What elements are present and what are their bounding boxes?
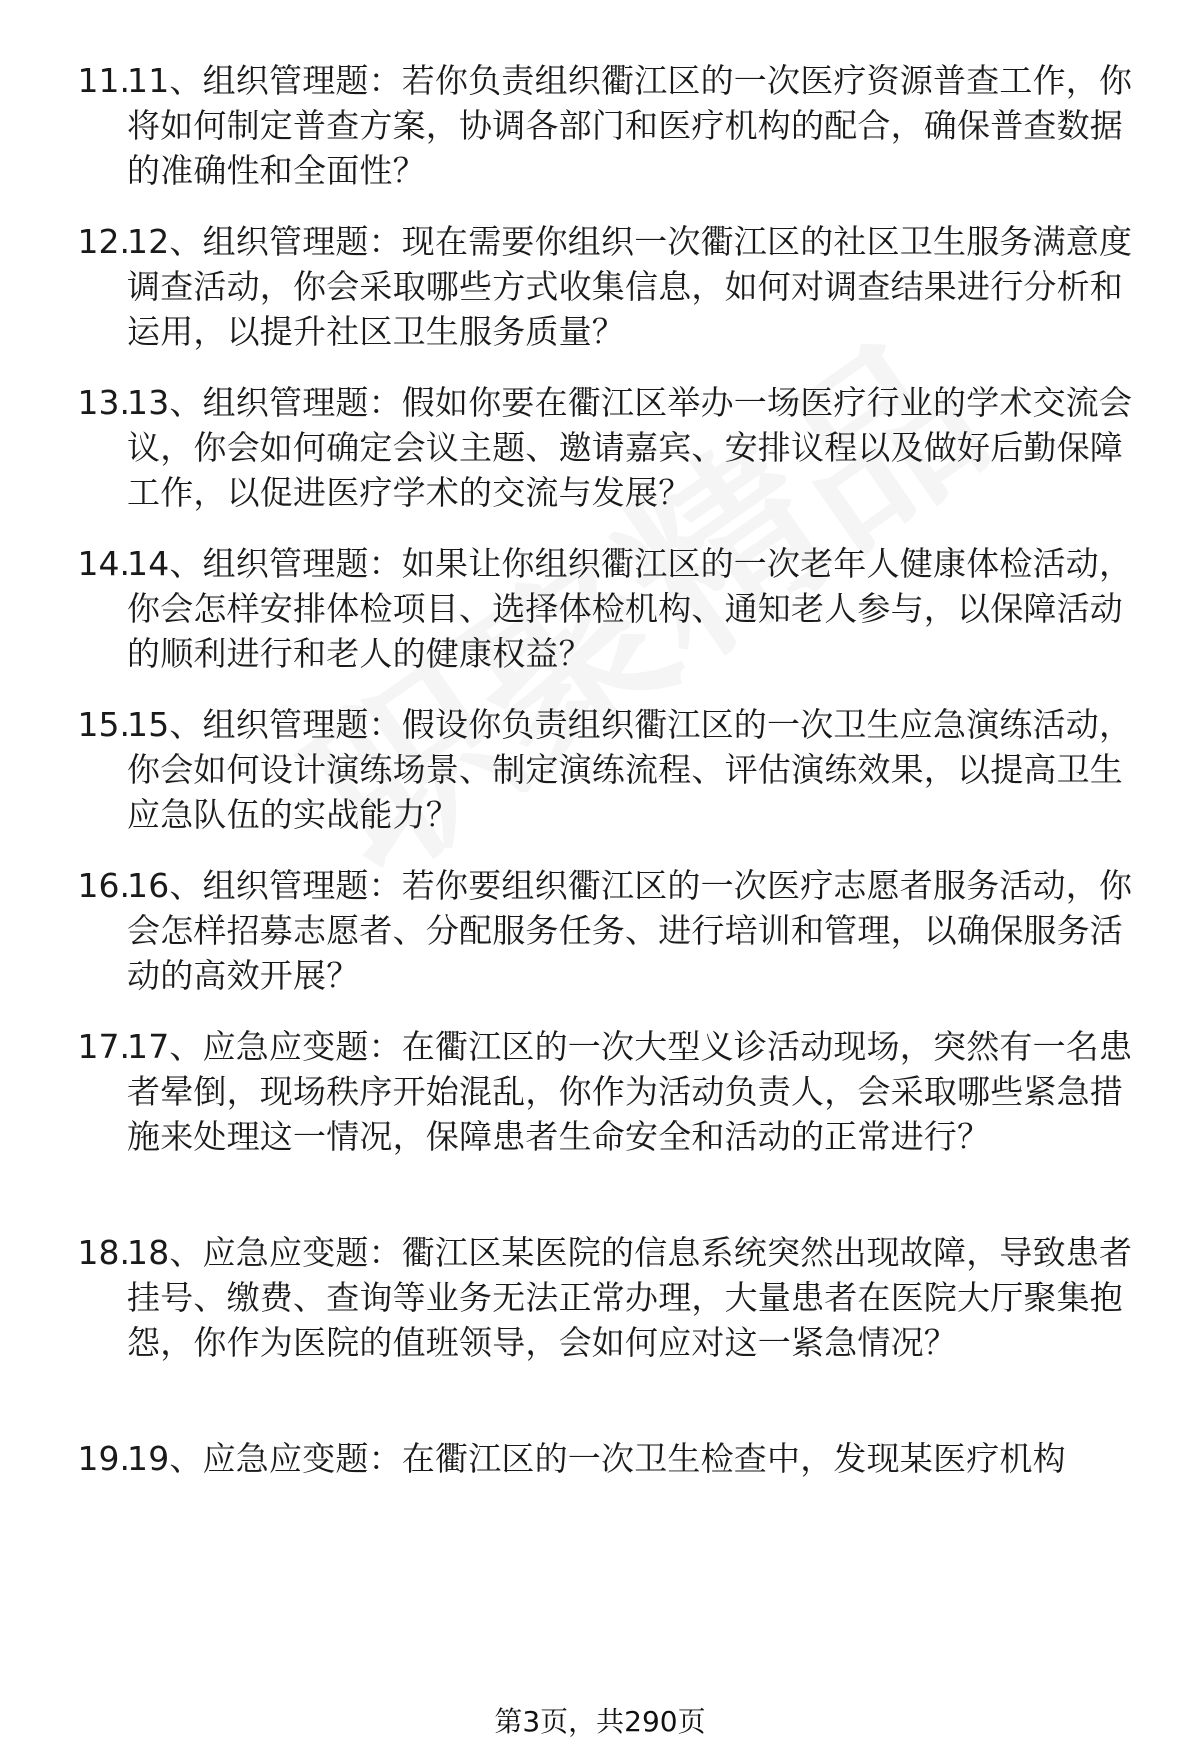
question-number: 18. xyxy=(77,1233,130,1272)
question-text: 19、应急应变题：在衢江区的一次卫生检查中，发现某医疗机构 xyxy=(127,1439,1066,1478)
question-text: 14、组织管理题：如果让你组织衢江区的一次老年人健康体检活动，你会怎样安排体检项目、选择体检机构、通知老人参与，以保障活动的顺利进行和老人的健康权益？ xyxy=(127,544,1133,673)
question-number: 11. xyxy=(77,61,130,100)
question-text: 11、组织管理题：若你负责组织衢江区的一次医疗资源普查工作，你将如何制定普查方案，协调各部门和医疗机构的配合，确保普查数据的准确性和全面性？ xyxy=(127,61,1133,190)
question-number: 12. xyxy=(77,222,130,261)
question-number: 19. xyxy=(77,1439,130,1478)
page-footer: 第3页，共290页 xyxy=(494,1705,706,1738)
question-number: 17. xyxy=(77,1027,130,1066)
question-text: 16、组织管理题：若你要组织衢江区的一次医疗志愿者服务活动，你会怎样招募志愿者、分配服务任务、进行培训和管理，以确保服务活动的高效开展？ xyxy=(127,866,1133,995)
question-number: 14. xyxy=(77,544,130,583)
question-number: 13. xyxy=(77,383,130,422)
question-text: 12、组织管理题：现在需要你组织一次衢江区的社区卫生服务满意度调查活动，你会采取哪些方式收集信息，如何对调查结果进行分析和运用，以提升社区卫生服务质量？ xyxy=(127,222,1133,351)
question-text: 15、组织管理题：假设你负责组织衢江区的一次卫生应急演练活动，你会如何设计演练场景、制定演练流程、评估演练效果，以提高卫生应急队伍的实战能力？ xyxy=(127,705,1133,834)
question-text: 18、应急应变题：衢江区某医院的信息系统突然出现故障，导致患者挂号、缴费、查询等业务无法正常办理，大量患者在医院大厅聚集抱怨，你作为医院的值班领导，会如何应对这一紧急情况？ xyxy=(127,1233,1133,1362)
question-text: 17、应急应变题：在衢江区的一次大型义诊活动现场，突然有一名患者晕倒，现场秩序开始混乱，你作为活动负责人，会采取哪些紧急措施来处理这一情况，保障患者生命安全和活动的正常进行？ xyxy=(127,1027,1133,1156)
question-text: 13、组织管理题：假如你要在衢江区举办一场医疗行业的学术交流会议，你会如何确定会议主题、邀请嘉宾、安排议程以及做好后勤保障工作，以促进医疗学术的交流与发展？ xyxy=(127,383,1133,512)
question-number: 15. xyxy=(77,705,130,744)
question-number: 16. xyxy=(77,866,130,905)
